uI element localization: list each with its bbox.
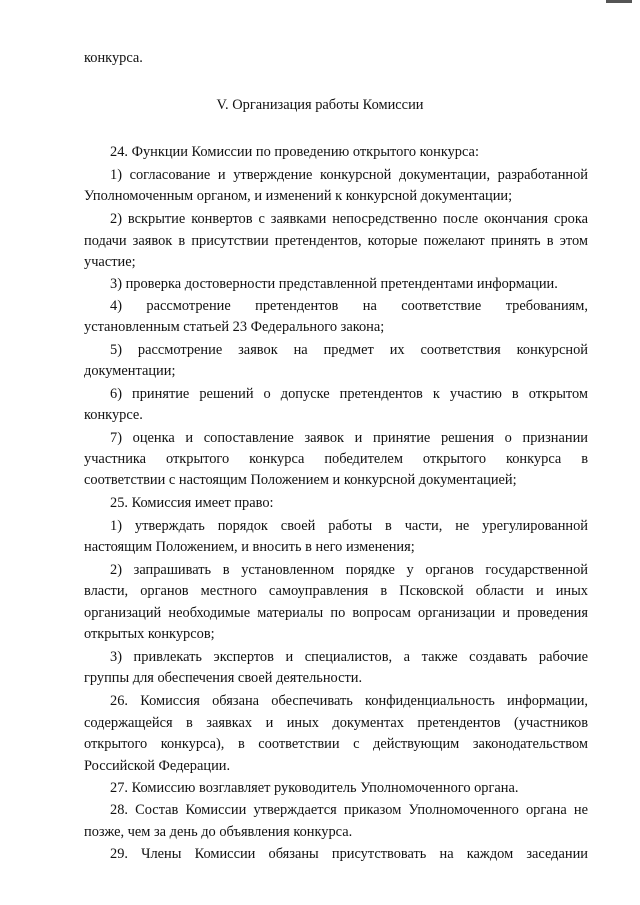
text-line: группы для обеспечения своей деятельности. [84,670,363,686]
text-line: 27. Комиссию возглавляет руководитель Уполномоченного органа. [110,780,519,796]
text-line: настоящим Положением, и вносить в него изменения; [84,539,415,555]
text-line: 25. Комиссия имеет право: [110,495,274,511]
text-line: 4) рассмотрение претендентов на соответствие требованиям, [110,298,588,314]
text-line: участника открытого конкурса победителем открытого конкурса в [84,451,588,467]
text-line: установленным статьей 23 Федерального закона; [84,319,385,335]
text-line: позже, чем за день до объявления конкурса. [84,824,353,840]
text-line: конкурсе. [84,407,143,423]
text-line: Уполномоченным органом, и изменений к конкурсной документации; [84,188,513,204]
text-line: 2) вскрытие конвертов с заявками непосредственно после окончания срока [110,211,588,227]
text-line: 28. Состав Комиссии утверждается приказом Уполномоченного органа не [110,802,588,818]
text-line: 1) согласование и утверждение конкурсной документации, разработанной [110,167,588,183]
text-line: содержащейся в заявках и иных документах претендентов (участников [84,715,588,731]
text-line: открытого конкурса), в соответствии с действующим законодательством [84,736,588,752]
text-line: Российской Федерации. [84,758,231,774]
text-line: 29. Члены Комиссии обязаны присутствовать на каждом заседании [110,846,588,862]
text-line: соответствии с настоящим Положением и конкурсной документацией; [84,472,517,488]
text-line: 7) оценка и сопоставление заявок и принятие решения о признании [110,430,588,446]
text-line: открытых конкурсов; [84,626,215,642]
text-line: 5) рассмотрение заявок на предмет их соответствия конкурсной [110,342,588,358]
text-line: 3) проверка достоверности представленной претендентами информации. [110,276,558,292]
text-line: подачи заявок в присутствии претендентов, которые пожелают принять в этом [84,233,588,249]
text-line: организаций необходимые материалы по вопросам организации и проведения [84,605,588,621]
section-heading: V. Организация работы Комиссии [216,97,424,113]
text-line: власти, органов местного самоуправления в Псковской области и иных [84,583,588,599]
text-line: участие; [84,254,136,270]
text-line: документации; [84,363,176,379]
text-line: 1) утверждать порядок своей работы в части, не урегулированной [110,518,588,534]
text-line: 6) принятие решений о допуске претендентов к участию в открытом [110,386,588,402]
text-line: конкурса. [84,50,143,66]
text-line: 2) запрашивать в установленном порядке у органов государственной [110,562,588,578]
text-line: 24. Функции Комиссии по проведению открытого конкурса: [110,144,479,160]
text-line: 26. Комиссия обязана обеспечивать конфиденциальность информации, [110,693,588,709]
text-line: 3) привлекать экспертов и специалистов, а также создавать рабочие [110,649,588,665]
